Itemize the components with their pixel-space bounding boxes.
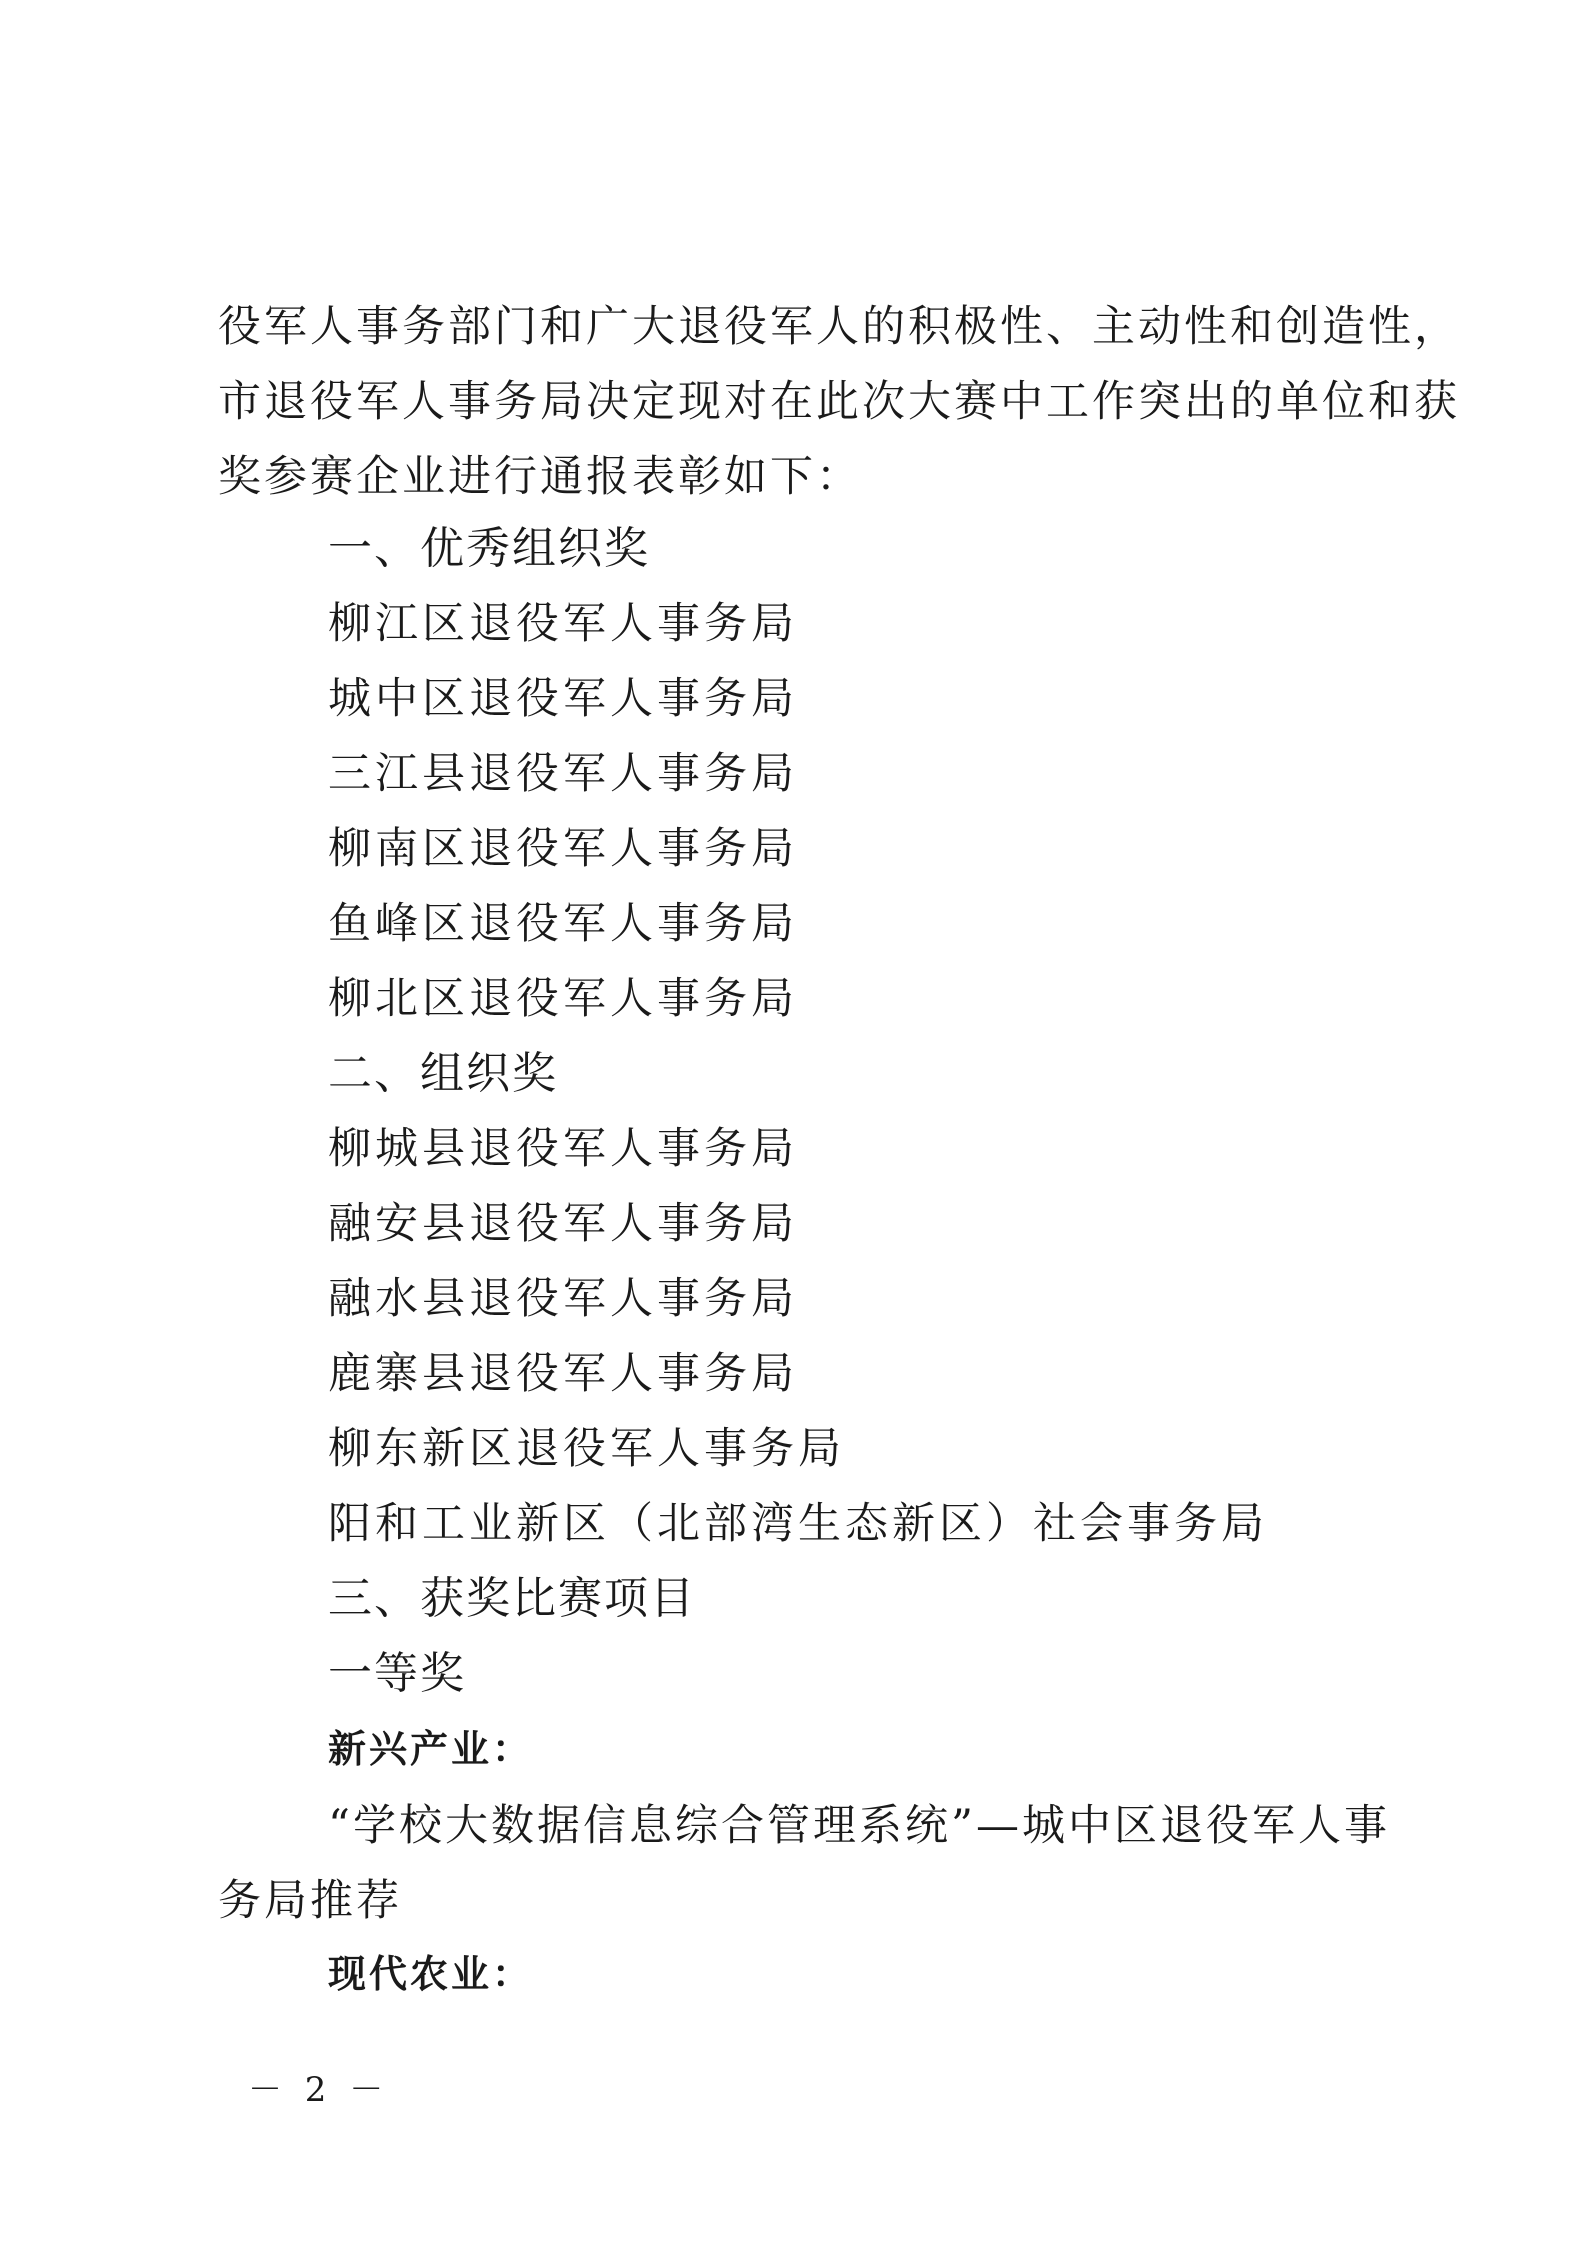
- page-number: － 2 －: [248, 2070, 390, 2110]
- award-unit-item: 柳南区退役军人事务局: [328, 824, 798, 874]
- award-unit-item: 鹿寨县退役军人事务局: [328, 1349, 798, 1399]
- section-heading-excellent-organization-award: 一、优秀组织奖: [328, 523, 650, 574]
- project-line-1: “学校大数据信息综合管理系统”—城中区退役军人事: [328, 1801, 1390, 1851]
- intro-line-2: 市退役军人事务局决定现对在此次大赛中工作突出的单位和获: [218, 377, 1460, 427]
- award-unit-item: 柳东新区退役军人事务局: [328, 1424, 845, 1474]
- award-unit-item: 柳北区退役军人事务局: [328, 974, 798, 1024]
- section-heading-award-projects: 三、获奖比赛项目: [328, 1573, 696, 1624]
- award-unit-item: 柳城县退役军人事务局: [328, 1124, 798, 1174]
- section-heading-organization-award: 二、组织奖: [328, 1048, 558, 1099]
- intro-line-1: 役军人事务部门和广大退役军人的积极性、主动性和创造性，: [218, 302, 1460, 352]
- first-prize-heading: 一等奖: [328, 1648, 466, 1699]
- project-line-2: 务局推荐: [218, 1876, 402, 1926]
- award-unit-item: 融安县退役军人事务局: [328, 1199, 798, 1249]
- award-unit-item: 鱼峰区退役军人事务局: [328, 899, 798, 949]
- intro-line-3: 奖参赛企业进行通报表彰如下：: [218, 452, 862, 502]
- category-modern-agriculture: 现代农业：: [328, 1951, 534, 1996]
- award-unit-item: 融水县退役军人事务局: [328, 1274, 798, 1324]
- award-project-entry: [218, 1789, 1398, 1939]
- award-unit-item: 阳和工业新区（北部湾生态新区）社会事务局: [328, 1499, 1268, 1549]
- category-emerging-industry: 新兴产业：: [328, 1726, 534, 1771]
- award-unit-item: 柳江区退役军人事务局: [328, 599, 798, 649]
- intro-paragraph: [218, 290, 1460, 515]
- award-unit-item: 三江县退役军人事务局: [328, 749, 798, 799]
- award-unit-item: 城中区退役军人事务局: [328, 674, 798, 724]
